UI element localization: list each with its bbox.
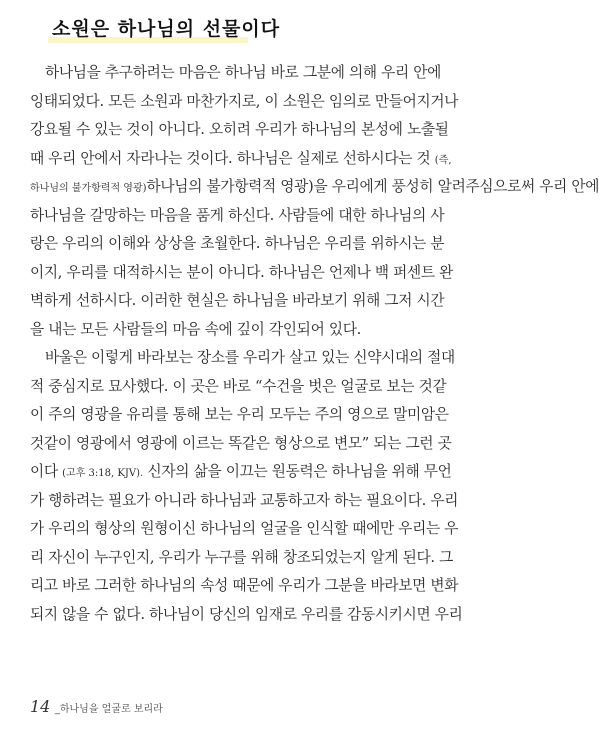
- text-line: [30, 145, 452, 174]
- text-line: 벽하게 선하시다. 이러한 현실은 하나님을 바라보기 위해 그저 시간: [30, 292, 445, 309]
- inline-note: (즉,: [434, 154, 452, 166]
- text-line: 랑은 우리의 이해와 상상을 초월한다. 하나님은 우리를 위하시는 분: [30, 235, 445, 252]
- text-line: 하나님을 추구하려는 마음은 하나님 바로 그분에 의해 우리 안에: [45, 64, 442, 81]
- text-line: [30, 173, 599, 202]
- text-line: 강요될 수 있는 것이 아니다. 오히려 우리가 하나님의 본성에 노출될: [30, 121, 449, 138]
- text-segment: 하나님의 불가항력적 영광)을 우리에게 풍성히 알려주심으로써 우리 안에: [146, 178, 599, 195]
- text-line: 바울은 이렇게 바라보는 장소를 우리가 살고 있는 신약시대의 절대: [45, 349, 455, 366]
- inline-note: 하나님의 불가항력적 영광): [30, 183, 147, 194]
- text-line: 이지, 우리를 대적하시는 분이 아니다. 하나님은 언제나 백 퍼센트 완: [30, 263, 454, 281]
- text-line: 것같이 영광에서 영광에 이르는 똑같은 형상으로 변모” 되는 그런 곳: [30, 434, 452, 452]
- page-number: 14: [30, 697, 51, 716]
- text-line: 하나님을 갈망하는 마음을 품게 하신다. 사람들에 대한 하나님의 사: [30, 206, 445, 224]
- text-line: 리고 바로 그러한 하나님의 속성 때문에 우리가 그분을 바라보면 변화: [30, 577, 459, 594]
- text-line: 이 주의 영광을 유리를 통해 보는 우리 모두는 주의 영으로 말미암은: [30, 406, 449, 423]
- running-title: _하나님을 얼굴로 보리라: [54, 704, 163, 715]
- text-line: 가 행하려는 필요가 아니라 하나님과 교통하고자 하는 필요이다. 우리: [30, 491, 459, 509]
- section-heading: 소원은 하나님의 선물이다: [52, 18, 281, 40]
- body-text: [30, 59, 599, 629]
- text-line: 을 내는 모든 사람들의 마음 속에 깊이 각인되어 있다.: [30, 320, 361, 338]
- text-line: 적 중심지로 묘사했다. 이 곳은 바로 “수건을 벗은 얼굴로 보는 것같: [30, 377, 447, 395]
- scripture-reference: (고후 3:18, KJV).: [62, 468, 144, 479]
- text-line: [30, 458, 452, 487]
- text-line: 되지 않을 수 없다. 하나님이 당신의 임재로 우리를 감동시키시면 우리: [30, 605, 463, 623]
- page-footer: [30, 697, 163, 716]
- text-segment: 신자의 삶을 이끄는 원동력은 하나님을 위해 무언: [147, 463, 452, 480]
- text-segment: 이다: [30, 463, 58, 480]
- text-line: 잉태되었다. 모든 소원과 마찬가지로, 이 소원은 임의로 만들어지거나: [30, 92, 459, 110]
- text-segment: 때 우리 안에서 자라나는 것이다. 하나님은 실제로 선하시다는 것: [30, 149, 431, 167]
- text-line: 가 우리의 형상의 원형이신 하나님의 얼굴을 인식할 때에만 우리는 우: [30, 520, 459, 537]
- text-line: 리 자신이 누구인지, 우리가 누구를 위해 창조되었는지 알게 된다. 그: [30, 548, 454, 566]
